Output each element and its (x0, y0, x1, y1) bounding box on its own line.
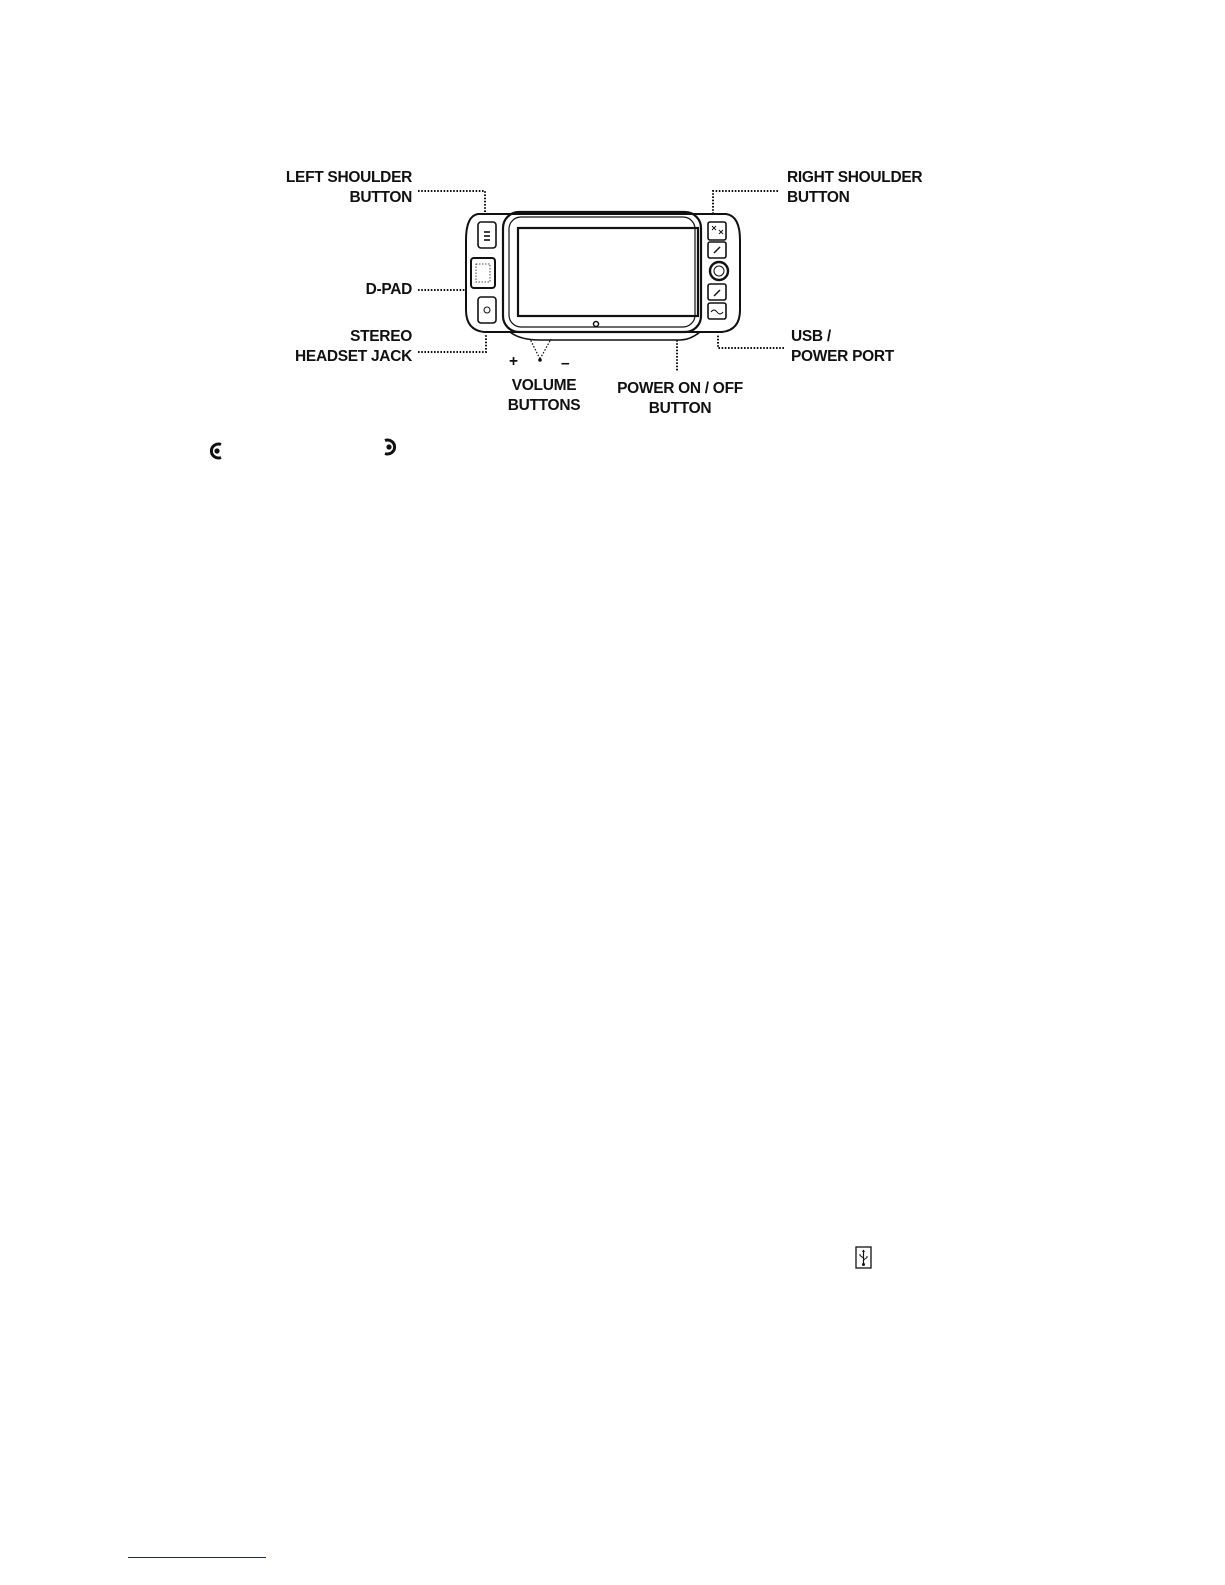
left-shoulder-button-shape (478, 222, 496, 248)
label-line: RIGHT SHOULDER (787, 169, 923, 186)
leader-left-shoulder (418, 191, 485, 214)
label-dpad (330, 280, 412, 300)
leader-usb (718, 334, 784, 348)
label-line: VOLUME (511, 377, 577, 394)
right-buttons (708, 222, 728, 319)
label-line: LEFT SHOULDER (285, 169, 412, 186)
label-power-button (605, 379, 755, 419)
label-line: BUTTON (648, 400, 712, 417)
leader-volume-left (530, 339, 540, 359)
label-line: STEREO (350, 328, 412, 345)
record-bullet-icon (208, 441, 226, 461)
label-line: BUTTON (787, 189, 850, 206)
label-line: BUTTON (349, 189, 412, 206)
device-body (466, 212, 740, 340)
label-volume-buttons (494, 376, 594, 416)
volume-leader-dot (538, 358, 542, 362)
leader-right-shoulder (713, 191, 778, 214)
label-line: BUTTONS (507, 397, 581, 414)
label-line: HEADSET JACK (295, 348, 412, 365)
label-volume-plus: + (509, 353, 518, 370)
label-left-shoulder-button (270, 168, 412, 208)
left-buttons (471, 222, 496, 323)
label-right-shoulder-button (787, 168, 947, 208)
label-volume-minus: – (561, 355, 570, 372)
label-line: POWER ON / OFF (617, 380, 743, 397)
label-line: USB / (791, 328, 831, 345)
label-line: D-PAD (365, 281, 412, 298)
usb-icon (855, 1246, 872, 1269)
label-stereo-headset-jack (270, 327, 412, 367)
headset-button-shape (478, 297, 496, 323)
dpad-shape (471, 258, 495, 288)
leader-lines (418, 191, 784, 372)
record-bullet-icon (380, 437, 398, 457)
footnote-rule (128, 1557, 266, 1558)
label-line: POWER PORT (791, 348, 894, 365)
leader-stereo-jack (418, 335, 486, 352)
leader-volume-right (540, 339, 551, 359)
label-usb-power-port (791, 327, 931, 367)
